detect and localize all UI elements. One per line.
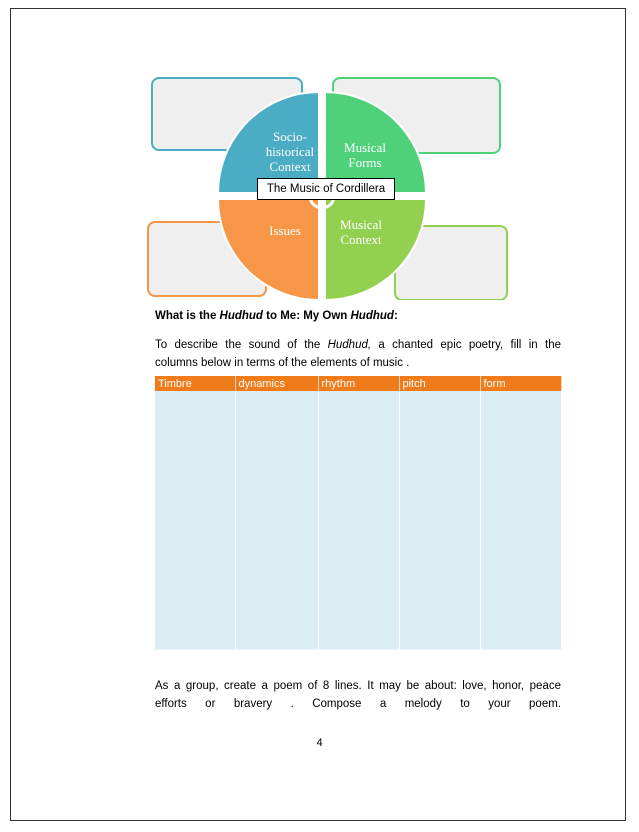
quad-label-line: Context [269, 159, 311, 174]
table-cell[interactable] [155, 391, 235, 650]
task-line: efforts or bravery . Compose a melody to your poem. [155, 698, 561, 710]
music-elements-table [155, 376, 562, 650]
quad-label-line: Socio- [273, 129, 307, 144]
column-header: rhythm [318, 376, 399, 391]
heading-text: to Me: My Own [262, 310, 351, 322]
column-header: dynamics [235, 376, 318, 391]
quadrant-top-left-label [250, 129, 330, 174]
intro-line: columns below in terms of the elements of music . [155, 357, 410, 369]
quad-label-line: Issues [269, 223, 301, 238]
column-header: pitch [399, 376, 480, 391]
intro-text: To describe the sound of the [155, 339, 328, 351]
quad-label-line: historical [265, 144, 315, 159]
quad-label-line: Musical [344, 140, 386, 155]
heading-text: What is the [155, 310, 220, 322]
table-header-row [155, 376, 561, 391]
intro-line [155, 336, 561, 354]
heading-italic: Hudhud [219, 310, 263, 322]
intro-italic: Hudhud, [327, 339, 372, 351]
table-cell[interactable] [235, 391, 318, 650]
page-number: 4 [316, 737, 323, 749]
quad-label-line: Context [340, 232, 382, 247]
task-line: As a group, create a poem of 8 lines. It may be about: love, honor, peace [155, 680, 561, 692]
section-heading [155, 310, 398, 322]
column-header: form [480, 376, 561, 391]
task-paragraph [155, 677, 561, 713]
table-row [155, 391, 561, 650]
quadrant-top-right-label [325, 140, 405, 170]
quad-label-line: Musical [340, 217, 382, 232]
heading-text: : [393, 310, 398, 322]
intro-text: a chanted epic poetry, fill in the [371, 339, 561, 351]
table-cell[interactable] [480, 391, 561, 650]
cycle-diagram [145, 74, 510, 300]
quadrant-bottom-right-label [321, 217, 401, 247]
heading-italic: Hudhud [350, 310, 394, 322]
table-cell[interactable] [318, 391, 399, 650]
center-title: The Music of Cordillera [257, 178, 395, 200]
column-header: Timbre [155, 376, 235, 391]
intro-paragraph [155, 336, 561, 372]
quadrant-bottom-left-label [245, 223, 325, 238]
table-cell[interactable] [399, 391, 480, 650]
quad-label-line: Forms [348, 155, 382, 170]
